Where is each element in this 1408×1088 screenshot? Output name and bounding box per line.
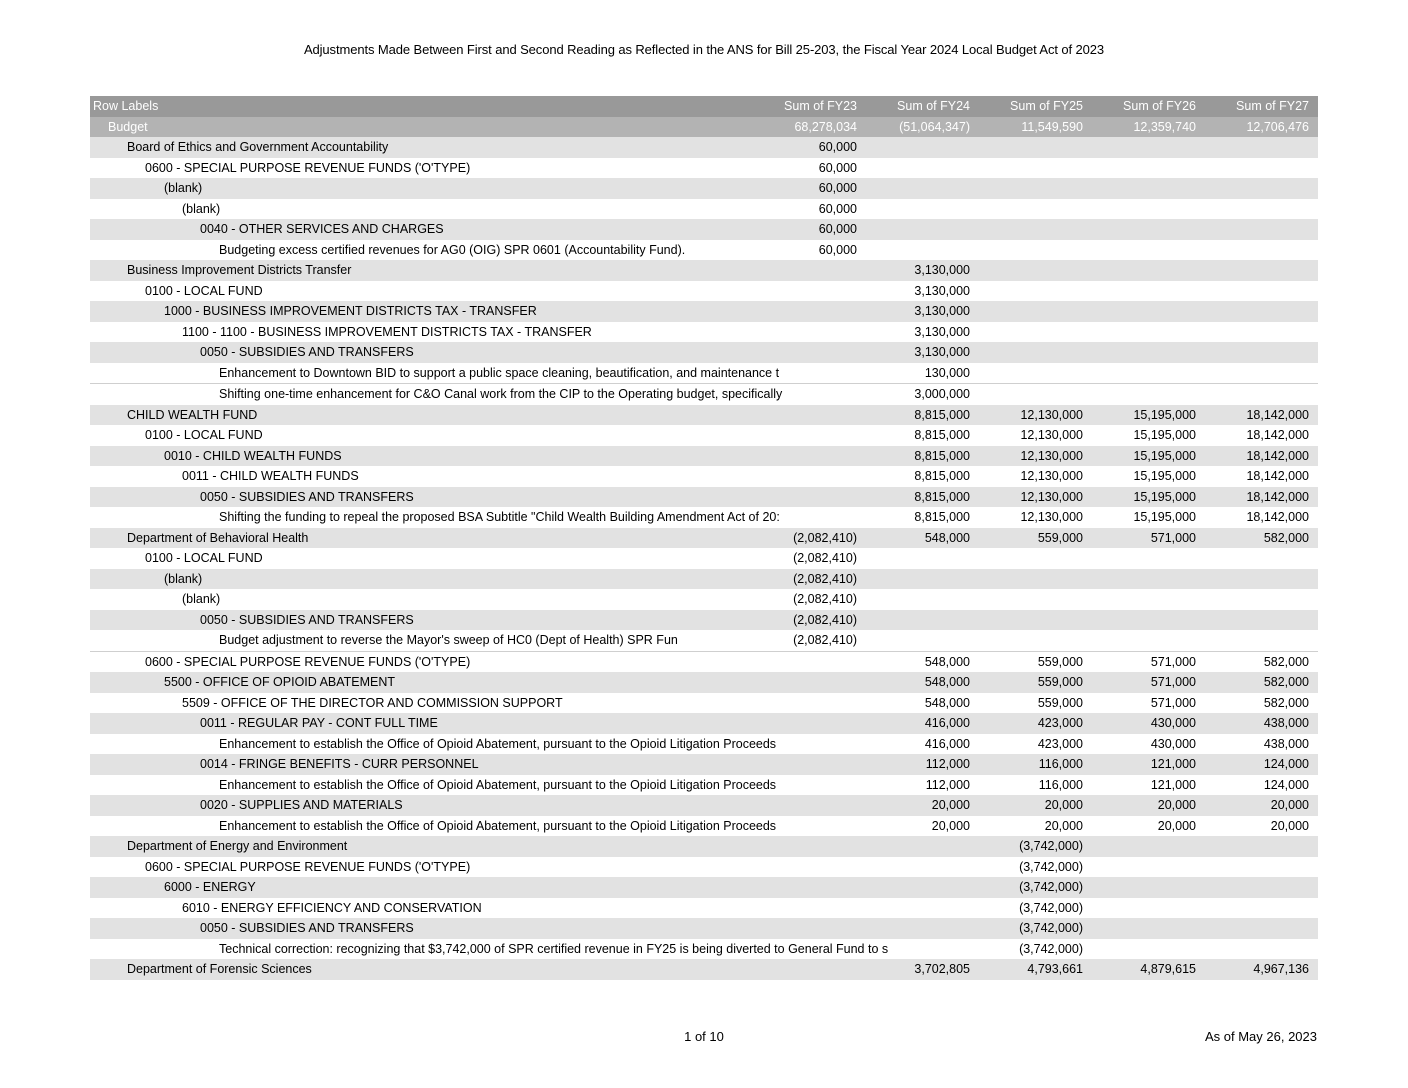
cell-fy26: [1092, 240, 1205, 261]
row-label: Shifting the funding to repeal the proposed BSA Subtitle "Child Wealth Building Amendment Act of 20:: [219, 510, 780, 525]
row-label: Enhancement to Downtown BID to support a public space cleaning, beautification, and maintenance t: [219, 365, 780, 380]
cell-fy27: 18,142,000: [1205, 405, 1318, 426]
cell-fy25: 4,793,661: [979, 959, 1092, 980]
cell-fy26: [1092, 281, 1205, 302]
cell-fy25: [979, 260, 1092, 281]
cell-fy27: [1205, 363, 1318, 384]
cell-fy25: [979, 610, 1092, 631]
cell-fy25: [979, 158, 1092, 179]
cell-fy27: 18,142,000: [1246, 510, 1309, 525]
row-label: 0050 - SUBSIDIES AND TRANSFERS: [90, 342, 753, 363]
cell-fy23: (2,082,410): [753, 528, 866, 549]
row-label: 0011 - REGULAR PAY - CONT FULL TIME: [90, 713, 753, 734]
row-label: Budget adjustment to reverse the Mayor's sweep of HC0 (Dept of Health) SPR Fun: [219, 633, 678, 648]
table-row: [90, 630, 1318, 651]
cell-fy27: [1205, 342, 1318, 363]
cell-fy24: 548,000: [924, 695, 970, 710]
row-label: CHILD WEALTH FUND: [90, 405, 753, 426]
header-fy26: Sum of FY26: [1092, 96, 1205, 117]
cell-fy25: 116,000: [1038, 777, 1083, 792]
cell-fy27: [1205, 630, 1318, 651]
table-row: [90, 816, 1318, 837]
table-row: [90, 898, 1318, 919]
cell-fy27: [1205, 178, 1318, 199]
table-row: [90, 651, 1318, 672]
cell-fy26: [1092, 918, 1205, 939]
cell-fy24: 8,815,000: [866, 446, 979, 467]
cell-fy23: [753, 487, 866, 508]
row-label: Department of Behavioral Health: [90, 528, 753, 549]
cell-fy24: (51,064,347): [866, 117, 979, 138]
table-row: [90, 959, 1318, 980]
header-fy23: Sum of FY23: [753, 96, 866, 117]
cell-fy26: [1092, 548, 1205, 569]
cell-fy24: 8,815,000: [914, 469, 970, 484]
cell-fy27: 582,000: [1205, 672, 1318, 693]
cell-fy24: 112,000: [925, 777, 970, 792]
row-label: 5500 - OFFICE OF OPIOID ABATEMENT: [90, 672, 753, 693]
cell-fy23: [753, 446, 866, 467]
row-label: 0014 - FRINGE BENEFITS - CURR PERSONNEL: [90, 754, 753, 775]
cell-fy26: 121,000: [1092, 754, 1205, 775]
cell-fy26: 12,359,740: [1092, 117, 1205, 138]
cell-fy23: [753, 466, 866, 487]
cell-fy24: 130,000: [924, 365, 970, 380]
cell-fy27: 582,000: [1205, 651, 1318, 672]
cell-fy24: [866, 137, 979, 158]
cell-fy25: [979, 322, 1092, 343]
table-row: [90, 754, 1318, 775]
pivot-table: [90, 96, 1318, 980]
table-row: [90, 610, 1318, 631]
row-label: (blank): [182, 201, 221, 216]
table-row: [90, 487, 1318, 508]
cell-fy27: [1205, 548, 1318, 569]
budget-total-row: [90, 117, 1318, 138]
cell-fy27: [1205, 939, 1318, 960]
row-label: 0600 - SPECIAL PURPOSE REVENUE FUNDS ('O'TYPE): [145, 859, 471, 874]
cell-fy23: (2,082,410): [793, 551, 857, 566]
cell-fy24: [866, 158, 979, 179]
cell-fy24: 8,815,000: [866, 405, 979, 426]
cell-fy26: [1092, 939, 1205, 960]
cell-fy23: [753, 898, 866, 919]
cell-fy24: [866, 898, 979, 919]
cell-fy26: [1092, 363, 1205, 384]
header-fy24: Sum of FY24: [866, 96, 979, 117]
table-row: [90, 466, 1318, 487]
cell-fy26: 15,195,000: [1092, 405, 1205, 426]
cell-fy27: [1205, 589, 1318, 610]
cell-fy26: [1092, 158, 1205, 179]
cell-fy24: [866, 857, 979, 878]
cell-fy23: (2,082,410): [753, 610, 866, 631]
cell-fy24: 3,130,000: [914, 324, 970, 339]
row-label: Department of Energy and Environment: [90, 836, 753, 857]
cell-fy27: [1205, 569, 1318, 590]
table-row: [90, 281, 1318, 302]
cell-fy23: [753, 959, 866, 980]
cell-fy26: 15,195,000: [1133, 469, 1196, 484]
cell-fy25: 423,000: [1037, 736, 1083, 751]
cell-fy27: [1205, 158, 1318, 179]
table-row: [90, 260, 1318, 281]
row-label: 1100 - 1100 - BUSINESS IMPROVEMENT DISTRICTS TAX - TRANSFER: [182, 324, 592, 339]
cell-fy27: 18,142,000: [1205, 446, 1318, 467]
row-label: 0100 - LOCAL FUND: [145, 551, 263, 566]
cell-fy27: 4,967,136: [1205, 959, 1318, 980]
table-row: [90, 507, 1318, 528]
cell-fy24: 20,000: [931, 818, 970, 833]
cell-fy26: 4,879,615: [1092, 959, 1205, 980]
cell-fy25: [979, 569, 1092, 590]
cell-fy26: 20,000: [1157, 818, 1196, 833]
row-label: 0050 - SUBSIDIES AND TRANSFERS: [90, 918, 753, 939]
row-label: Shifting one-time enhancement for C&O Canal work from the CIP to the Operating budget, specifically: [90, 384, 753, 405]
cell-fy26: [1092, 199, 1205, 220]
cell-fy24: 416,000: [866, 713, 979, 734]
cell-fy24: 416,000: [924, 736, 970, 751]
header-row-labels: Row Labels: [90, 96, 753, 117]
table-row: [90, 301, 1318, 322]
cell-fy27: [1205, 857, 1318, 878]
cell-fy27: [1205, 836, 1318, 857]
cell-fy24: 20,000: [866, 795, 979, 816]
cell-fy23: 60,000: [818, 160, 857, 175]
table-header-row: [90, 96, 1318, 117]
cell-fy24: 548,000: [866, 651, 979, 672]
table-row: [90, 199, 1318, 220]
cell-fy23: [753, 322, 866, 343]
table-row: [90, 548, 1318, 569]
row-label: 6000 - ENERGY: [90, 877, 753, 898]
cell-fy25: (3,742,000): [979, 877, 1092, 898]
cell-fy25: [979, 219, 1092, 240]
row-label: Enhancement to establish the Office of Opioid Abatement, pursuant to the Opioid Litigation Proceeds: [219, 736, 777, 751]
row-label: (blank): [90, 569, 753, 590]
cell-fy25: 11,549,590: [979, 117, 1092, 138]
cell-fy26: 430,000: [1092, 713, 1205, 734]
page-number: 1 of 10: [684, 1029, 724, 1044]
cell-fy25: 12,130,000: [1020, 510, 1083, 525]
header-fy27: Sum of FY27: [1205, 96, 1318, 117]
table-row: [90, 322, 1318, 343]
cell-fy26: [1092, 898, 1205, 919]
cell-fy26: 15,195,000: [1092, 487, 1205, 508]
cell-fy26: [1092, 630, 1205, 651]
cell-fy25: [979, 384, 1092, 405]
cell-fy23: [753, 836, 866, 857]
cell-fy23: [753, 425, 866, 446]
cell-fy27: 124,000: [1205, 754, 1318, 775]
cell-fy26: 571,000: [1150, 695, 1196, 710]
row-label: (blank): [182, 592, 221, 607]
cell-fy27: [1205, 301, 1318, 322]
table-row: [90, 775, 1318, 796]
cell-fy25: [979, 342, 1092, 363]
cell-fy24: 8,815,000: [914, 510, 970, 525]
cell-fy25: (3,742,000): [979, 918, 1092, 939]
cell-fy24: [866, 199, 979, 220]
cell-fy27: 18,142,000: [1205, 487, 1318, 508]
cell-fy24: 3,130,000: [866, 342, 979, 363]
cell-fy27: 582,000: [1263, 695, 1309, 710]
cell-fy24: [866, 178, 979, 199]
cell-fy27: 124,000: [1263, 777, 1309, 792]
table-row: [90, 240, 1318, 261]
cell-fy25: 12,130,000: [979, 446, 1092, 467]
cell-fy26: [1092, 857, 1205, 878]
cell-fy23: 60,000: [818, 201, 857, 216]
cell-fy27: 18,142,000: [1246, 469, 1309, 484]
cell-fy23: [753, 672, 866, 693]
cell-fy23: [753, 795, 866, 816]
cell-fy24: [866, 569, 979, 590]
cell-fy25: 116,000: [979, 754, 1092, 775]
row-label: 0600 - SPECIAL PURPOSE REVENUE FUNDS ('O'TYPE): [90, 651, 753, 672]
cell-fy24: [866, 630, 979, 651]
cell-fy27: [1205, 918, 1318, 939]
table-row: [90, 569, 1318, 590]
cell-fy27: 438,000: [1263, 736, 1309, 751]
cell-fy27: 438,000: [1205, 713, 1318, 734]
cell-fy26: 430,000: [1150, 736, 1196, 751]
row-label: 1000 - BUSINESS IMPROVEMENT DISTRICTS TAX - TRANSFER: [90, 301, 753, 322]
cell-fy23: 60,000: [818, 242, 857, 257]
table-row: [90, 528, 1318, 549]
cell-fy26: [1092, 877, 1205, 898]
row-label: 0600 - SPECIAL PURPOSE REVENUE FUNDS ('O'TYPE): [145, 160, 471, 175]
table-row: [90, 795, 1318, 816]
cell-fy23: [753, 281, 866, 302]
cell-fy25: 559,000: [979, 528, 1092, 549]
cell-fy24: 8,815,000: [914, 428, 970, 443]
table-row: [90, 734, 1318, 755]
cell-fy26: 571,000: [1092, 672, 1205, 693]
row-label: 0040 - OTHER SERVICES AND CHARGES: [90, 219, 753, 240]
table-row: [90, 363, 1318, 384]
row-label: 0050 - SUBSIDIES AND TRANSFERS: [90, 487, 753, 508]
cell-fy27: 20,000: [1205, 795, 1318, 816]
cell-fy24: 3,130,000: [866, 260, 979, 281]
cell-fy23: [753, 651, 866, 672]
cell-fy27: 12,706,476: [1205, 117, 1318, 138]
cell-fy24: [866, 219, 979, 240]
cell-fy26: [1092, 260, 1205, 281]
cell-fy27: [1205, 610, 1318, 631]
cell-fy23: 60,000: [753, 137, 866, 158]
cell-fy26: [1092, 178, 1205, 199]
table-row: [90, 425, 1318, 446]
cell-fy25: 12,130,000: [979, 405, 1092, 426]
cell-fy24: 3,000,000: [866, 384, 979, 405]
cell-fy27: [1205, 240, 1318, 261]
cell-fy27: 20,000: [1270, 818, 1309, 833]
table-row: [90, 158, 1318, 179]
row-label: Technical correction: recognizing that $3,742,000 of SPR certified revenue in FY25 is being diverted to General Fund to s: [219, 941, 889, 956]
cell-fy26: [1092, 219, 1205, 240]
cell-fy24: 112,000: [866, 754, 979, 775]
cell-fy24: [866, 610, 979, 631]
cell-fy24: [866, 836, 979, 857]
cell-fy24: 3,702,805: [866, 959, 979, 980]
cell-fy26: [1092, 342, 1205, 363]
cell-fy25: (3,742,000): [1019, 859, 1083, 874]
cell-fy23: 60,000: [753, 178, 866, 199]
cell-fy25: 20,000: [979, 795, 1092, 816]
row-label: 0020 - SUPPLIES AND MATERIALS: [90, 795, 753, 816]
cell-fy24: [866, 548, 979, 569]
table-row: [90, 939, 1318, 960]
cell-fy27: [1205, 877, 1318, 898]
cell-fy23: [753, 301, 866, 322]
table-row: [90, 877, 1318, 898]
table-row: [90, 713, 1318, 734]
cell-fy25: 12,130,000: [979, 487, 1092, 508]
table-row: [90, 693, 1318, 714]
cell-fy24: 548,000: [866, 672, 979, 693]
as-of-date: As of May 26, 2023: [1204, 1029, 1317, 1044]
cell-fy27: [1205, 219, 1318, 240]
row-label: Enhancement to establish the Office of Opioid Abatement, pursuant to the Opioid Litigation Proceeds: [219, 777, 777, 792]
cell-fy26: 15,195,000: [1133, 428, 1196, 443]
cell-fy25: 559,000: [979, 672, 1092, 693]
row-label: 0100 - LOCAL FUND: [145, 428, 263, 443]
cell-fy26: 20,000: [1092, 795, 1205, 816]
cell-fy26: 571,000: [1092, 528, 1205, 549]
cell-fy25: (3,742,000): [979, 836, 1092, 857]
cell-fy23: [753, 877, 866, 898]
row-label: Board of Ethics and Government Accountability: [90, 137, 753, 158]
cell-fy25: [979, 178, 1092, 199]
row-label: Budgeting excess certified revenues for AG0 (OIG) SPR 0601 (Accountability Fund).: [219, 242, 686, 257]
cell-fy26: [1092, 384, 1205, 405]
cell-fy27: [1205, 199, 1318, 220]
cell-fy26: [1092, 610, 1205, 631]
row-label: 5509 - OFFICE OF THE DIRECTOR AND COMMISSION SUPPORT: [182, 695, 563, 710]
row-label: 0100 - LOCAL FUND: [145, 283, 263, 298]
table-row: [90, 446, 1318, 467]
cell-fy25: [979, 281, 1092, 302]
cell-fy23: (2,082,410): [753, 569, 866, 590]
cell-fy26: [1092, 137, 1205, 158]
cell-fy26: 571,000: [1092, 651, 1205, 672]
cell-fy27: [1205, 137, 1318, 158]
table-row: [90, 857, 1318, 878]
cell-fy24: [866, 877, 979, 898]
table-row: [90, 918, 1318, 939]
cell-fy24: [866, 240, 979, 261]
cell-fy23: [753, 857, 866, 878]
cell-fy25: (3,742,000): [1019, 900, 1083, 915]
cell-fy25: [979, 589, 1092, 610]
cell-fy23: [753, 342, 866, 363]
table-row: [90, 405, 1318, 426]
cell-fy27: [1205, 281, 1318, 302]
cell-fy25: 20,000: [1044, 818, 1083, 833]
cell-fy25: [979, 630, 1092, 651]
table-row: [90, 589, 1318, 610]
cell-fy27: 582,000: [1205, 528, 1318, 549]
cell-fy24: 3,130,000: [914, 283, 970, 298]
cell-fy23: 68,278,034: [753, 117, 866, 138]
cell-fy27: [1205, 384, 1318, 405]
cell-fy27: [1205, 898, 1318, 919]
cell-fy26: 15,195,000: [1133, 510, 1196, 525]
cell-fy23: 60,000: [753, 219, 866, 240]
cell-fy25: (3,742,000): [1019, 941, 1083, 956]
row-label: (blank): [90, 178, 753, 199]
cell-fy25: [979, 301, 1092, 322]
cell-fy24: [866, 918, 979, 939]
cell-fy26: 15,195,000: [1092, 446, 1205, 467]
cell-fy25: [979, 137, 1092, 158]
cell-fy26: [1092, 589, 1205, 610]
cell-fy24: 8,815,000: [866, 487, 979, 508]
cell-fy25: 423,000: [979, 713, 1092, 734]
cell-fy25: 12,130,000: [1020, 469, 1083, 484]
cell-fy23: (2,082,410): [793, 592, 857, 607]
cell-fy25: [979, 199, 1092, 220]
cell-fy25: 12,130,000: [1020, 428, 1083, 443]
cell-fy26: [1092, 569, 1205, 590]
cell-fy27: [1205, 260, 1318, 281]
table-row: [90, 178, 1318, 199]
document-title: Adjustments Made Between First and Second Reading as Reflected in the ANS for Bill 25-203, the Fiscal Year 2024 Local Budget Act of 2023: [303, 42, 1105, 57]
cell-fy23: [753, 918, 866, 939]
header-fy25: Sum of FY25: [979, 96, 1092, 117]
cell-fy25: 559,000: [1037, 695, 1083, 710]
row-label: 0010 - CHILD WEALTH FUNDS: [90, 446, 753, 467]
cell-fy24: [866, 589, 979, 610]
row-label: 0011 - CHILD WEALTH FUNDS: [182, 469, 359, 484]
row-label: Business Improvement Districts Transfer: [90, 260, 753, 281]
table-row: [90, 384, 1318, 405]
row-label: Budget: [90, 117, 753, 138]
cell-fy25: [979, 240, 1092, 261]
cell-fy26: [1092, 301, 1205, 322]
row-label: 0050 - SUBSIDIES AND TRANSFERS: [90, 610, 753, 631]
row-label: Enhancement to establish the Office of Opioid Abatement, pursuant to the Opioid Litigation Proceeds: [219, 818, 777, 833]
cell-fy27: 18,142,000: [1246, 428, 1309, 443]
row-label: Department of Forensic Sciences: [90, 959, 753, 980]
table-row: [90, 342, 1318, 363]
table-row: [90, 137, 1318, 158]
cell-fy27: [1205, 322, 1318, 343]
table-row: [90, 219, 1318, 240]
cell-fy23: (2,082,410): [793, 633, 857, 648]
row-label: 6010 - ENERGY EFFICIENCY AND CONSERVATION: [182, 900, 482, 915]
cell-fy23: [753, 713, 866, 734]
cell-fy25: [979, 363, 1092, 384]
cell-fy26: [1092, 836, 1205, 857]
cell-fy24: 548,000: [866, 528, 979, 549]
cell-fy23: [753, 754, 866, 775]
cell-fy25: [979, 548, 1092, 569]
cell-fy25: 559,000: [979, 651, 1092, 672]
cell-fy23: [753, 693, 866, 714]
cell-fy26: 121,000: [1150, 777, 1196, 792]
cell-fy26: [1092, 322, 1205, 343]
table-row: [90, 672, 1318, 693]
cell-fy23: [753, 260, 866, 281]
cell-fy24: 3,130,000: [866, 301, 979, 322]
cell-fy23: [753, 405, 866, 426]
table-row: [90, 836, 1318, 857]
